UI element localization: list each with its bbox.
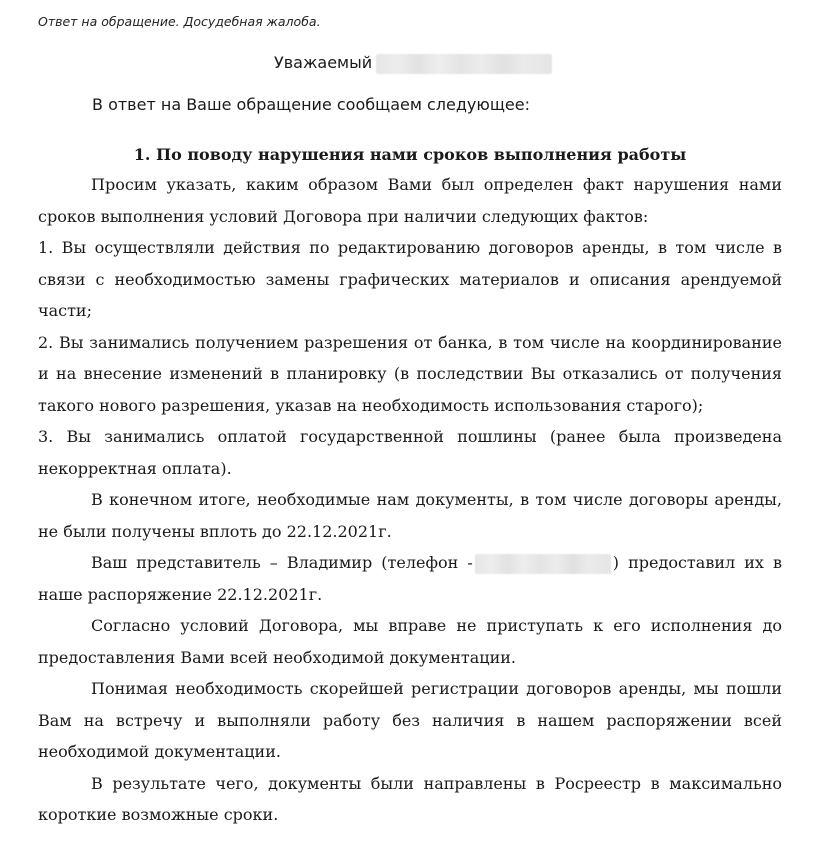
redacted-phone-blur [475,554,611,574]
paragraph-request: Просим указать, каким образом Вами был определен факт нарушения нами сроков выполнения условий Договора при наличии следующих фактов: [38,175,782,226]
paragraph-outcome: В конечном итоге, необходимые нам документы, в том числе договоры аренды, не были получены вплоть до 22.12.2021г. [38,490,782,541]
salutation-text: Уважаемый [274,53,373,72]
paragraph-contract-terms: Согласно условий Договора, мы вправе не приступать к его исполнения до предоставления Вами всей необходимой документации. [38,616,782,667]
intro-line: В ответ на Ваше обращение сообщаем следующее: [92,95,531,114]
list-item-2: 2. Вы занимались получением разрешения от банка, в том числе на координирование и на внесение изменений в планировку (в последствии Вы отказались от получения такого нового разрешения, указав на необходимость использования старого); [38,332,782,415]
document-body [38,169,782,831]
paragraph-result: В результате чего, документы были направлены в Росреестр в максимально короткие возможные сроки. [38,773,782,824]
representative-text-end: ) предоставил их в наше распоряжение 22.12.2021г. [38,553,783,604]
greeting-line [274,52,552,74]
representative-text-start: Ваш представитель – Владимир (телефон - [91,553,473,572]
document-header-note: Ответ на обращение. Досудебная жалоба. [38,14,321,29]
redacted-name-blur [376,54,552,74]
paragraph-registration: Понимая необходимость скорейшей регистрации договоров аренды, мы пошли Вам на встречу и выполняли работу без наличия в нашем распоряжении всей необходимой документации. [38,679,782,761]
list-item-3: 3. Вы занимались оплатой государственной пошлины (ранее была произведена некорректная оплата). [38,427,782,478]
section-heading: 1. По поводу нарушения нами сроков выполнения работы [133,145,687,164]
list-item-1: 1. Вы осуществляли действия по редактированию договоров аренды, в том числе в связи с необходимостью замены графических материалов и описания арендуемой части; [38,238,782,320]
paragraph-representative [38,547,782,610]
